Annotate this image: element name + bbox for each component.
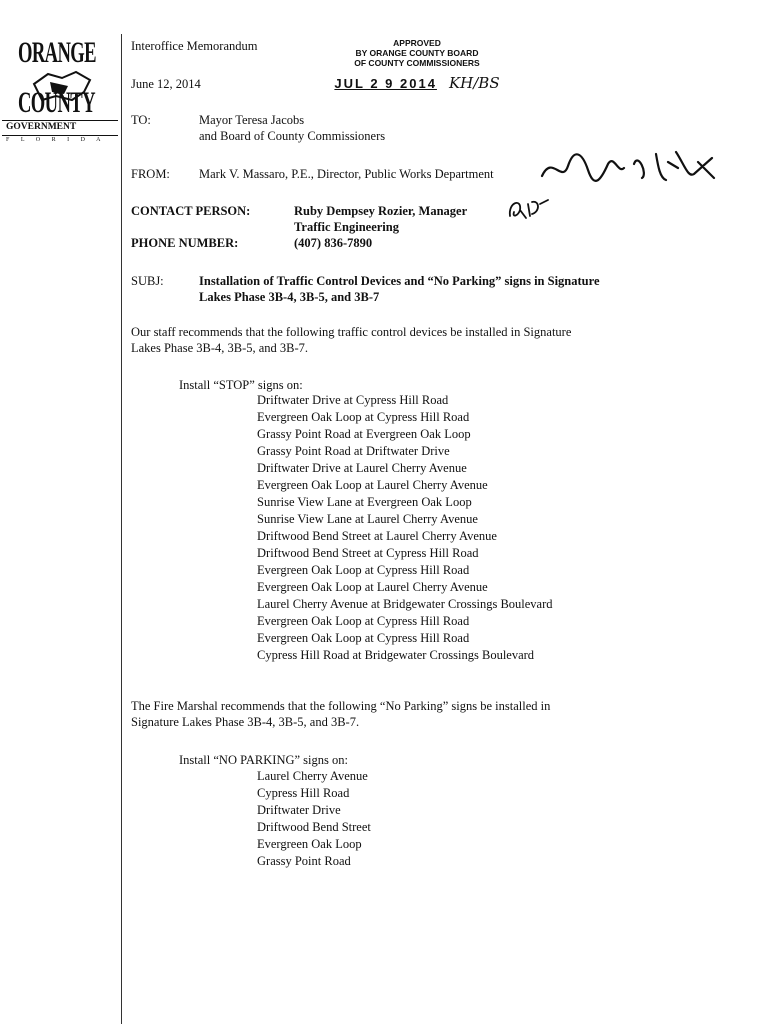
list-item: Driftwood Bend Street at Cypress Hill Road xyxy=(257,546,479,560)
list-item: Driftwater Drive at Cypress Hill Road xyxy=(257,393,449,407)
list-item: Evergreen Oak Loop at Laurel Cherry Avenue xyxy=(257,580,488,594)
from-value: Mark V. Massaro, P.E., Director, Public Works Department xyxy=(199,167,494,181)
list-item: Evergreen Oak Loop at Laurel Cherry Avenue xyxy=(257,478,488,492)
list-item: Evergreen Oak Loop at Cypress Hill Road xyxy=(257,410,470,424)
phone-number: (407) 836-7890 xyxy=(294,236,373,250)
logo-rule-top xyxy=(2,120,118,121)
stamp-commissioners: OF COUNTY COMMISSIONERS xyxy=(354,58,480,68)
list-item: Sunrise View Lane at Laurel Cherry Avenue xyxy=(257,512,478,526)
to-recipient: Mayor Teresa Jacobs xyxy=(199,113,305,127)
stop-heading: Install “STOP” signs on: xyxy=(179,378,303,392)
list-item: Laurel Cherry Avenue at Bridgewater Crossings Boulevard xyxy=(257,597,553,611)
signature xyxy=(538,144,718,188)
stop-list xyxy=(257,392,553,664)
stamp-initials: KH/BS xyxy=(448,74,500,92)
subject-line-2: Lakes Phase 3B-4, 3B-5, and 3B-7 xyxy=(199,290,380,304)
contact-initials xyxy=(506,196,550,222)
phone-label: PHONE NUMBER: xyxy=(131,236,239,250)
logo-word-orange: ORANGE xyxy=(18,36,96,69)
contact-label: CONTACT PERSON: xyxy=(131,204,251,218)
memo-date: June 12, 2014 xyxy=(131,77,201,91)
para2-line-2: Signature Lakes Phase 3B-4, 3B-5, and 3B-7. xyxy=(131,715,360,729)
approval-stamp xyxy=(297,38,537,93)
list-item: Sunrise View Lane at Evergreen Oak Loop xyxy=(257,495,472,509)
noparking-list xyxy=(257,768,371,870)
from-label: FROM: xyxy=(131,167,170,181)
list-item: Driftwater Drive xyxy=(257,803,341,817)
logo-word-florida: F L O R I D A xyxy=(6,137,106,143)
para1-line-1: Our staff recommends that the following traffic control devices be installed in Signature xyxy=(131,325,572,339)
para2-line-1: The Fire Marshal recommends that the following “No Parking” signs be installed in xyxy=(131,699,551,713)
logo-word-government: GOVERNMENT xyxy=(6,122,77,132)
to-recipient-2: and Board of County Commissioners xyxy=(199,129,386,143)
list-item: Driftwood Bend Street xyxy=(257,820,371,834)
list-item: Grassy Point Road xyxy=(257,854,351,868)
stamp-board: BY ORANGE COUNTY BOARD xyxy=(355,48,479,58)
list-item: Evergreen Oak Loop xyxy=(257,837,362,851)
list-item: Driftwood Bend Street at Laurel Cherry Avenue xyxy=(257,529,497,543)
list-item: Grassy Point Road at Driftwater Drive xyxy=(257,444,450,458)
noparking-heading: Install “NO PARKING” signs on: xyxy=(179,753,348,767)
contact-dept: Traffic Engineering xyxy=(294,220,399,234)
to-label: TO: xyxy=(131,113,151,127)
stamp-approved: APPROVED xyxy=(393,38,441,48)
list-item: Evergreen Oak Loop at Cypress Hill Road xyxy=(257,563,470,577)
logo-rule-bottom xyxy=(2,135,118,136)
logo-word-county: COUNTY xyxy=(18,86,95,119)
list-item: Evergreen Oak Loop at Cypress Hill Road xyxy=(257,631,470,645)
subject-line-1: Installation of Traffic Control Devices and “No Parking” signs in Signature xyxy=(199,274,600,288)
county-logo xyxy=(2,36,120,148)
para1-line-2: Lakes Phase 3B-4, 3B-5, and 3B-7. xyxy=(131,341,309,355)
list-item: Cypress Hill Road xyxy=(257,786,350,800)
list-item: Driftwater Drive at Laurel Cherry Avenue xyxy=(257,461,467,475)
list-item: Laurel Cherry Avenue xyxy=(257,769,368,783)
stamp-date: JUL 2 9 2014 xyxy=(334,76,437,91)
memo-type: Interoffice Memorandum xyxy=(131,39,258,53)
contact-name: Ruby Dempsey Rozier, Manager xyxy=(294,204,468,218)
list-item: Evergreen Oak Loop at Cypress Hill Road xyxy=(257,614,470,628)
list-item: Cypress Hill Road at Bridgewater Crossings Boulevard xyxy=(257,648,535,662)
subject-label: SUBJ: xyxy=(131,274,164,288)
list-item: Grassy Point Road at Evergreen Oak Loop xyxy=(257,427,471,441)
margin-rule xyxy=(121,34,122,1024)
